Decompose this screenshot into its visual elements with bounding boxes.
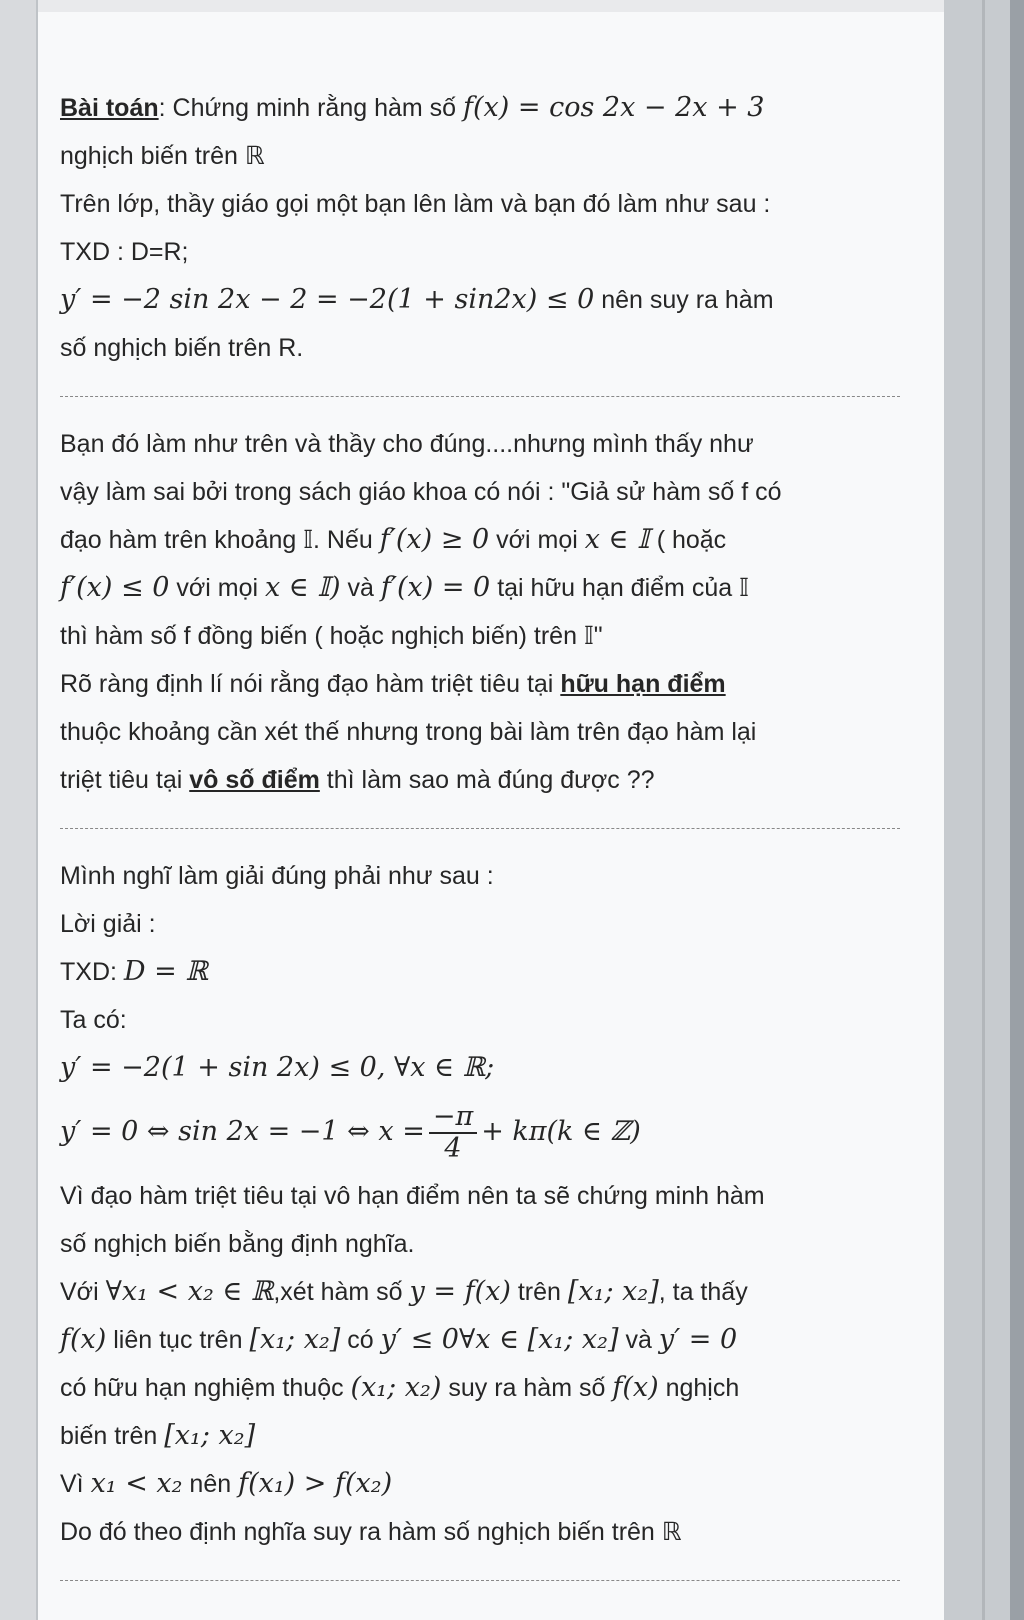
text: ( hoặc: [656, 526, 727, 554]
math-inline: x₁ < x₂: [90, 1468, 183, 1499]
fraction: [429, 1102, 477, 1164]
text: triệt tiêu tại: [60, 766, 183, 794]
discussion-line-1: Bạn đó làm như trên và thầy cho đúng....nhưng mình thấy như: [60, 430, 754, 458]
math-inline: + kπ(k ∈ ℤ): [481, 1116, 641, 1147]
problem-line-6: số nghịch biến trên R.: [60, 334, 304, 362]
math-inline: f′(x) = 0: [380, 572, 491, 603]
solution-line-2: Lời giải :: [60, 910, 156, 938]
math-inline: [x₁; x₂]: [249, 1324, 341, 1355]
math-inline: x ∈ 𝕀: [584, 524, 650, 555]
text: , ta thấy: [658, 1278, 748, 1306]
text: liên tục trên: [113, 1326, 243, 1354]
math-inline: f(x): [612, 1372, 659, 1403]
discussion-line-3: [60, 516, 920, 564]
problem-line-4: TXD : D=R;: [60, 238, 189, 266]
solution-line-7: Vì đạo hàm triệt tiêu tại vô hạn điểm nên ta sẽ chứng minh hàm: [60, 1182, 765, 1210]
problem-line-5-text: nên suy ra hàm: [601, 286, 774, 314]
math-inline: D = ℝ: [123, 956, 208, 987]
math-inline: f′(x) ≤ 0: [60, 572, 170, 603]
math-inline: f′(x) ≥ 0: [379, 524, 490, 555]
text: Rõ ràng định lí nói rằng đạo hàm triệt tiêu tại: [60, 670, 554, 698]
math-inline: (x₁; x₂): [350, 1372, 442, 1403]
discussion-line-5: thì hàm số f đồng biến ( hoặc nghịch biến) trên 𝕀": [60, 622, 603, 650]
discussion-line-6: [60, 660, 920, 708]
problem-text: : Chứng minh rằng hàm số: [158, 94, 457, 122]
dashed-separator: [60, 372, 920, 420]
solution-line-13: [60, 1460, 920, 1508]
problem-line-5: [60, 276, 920, 324]
text: có hữu hạn nghiệm thuộc: [60, 1374, 344, 1402]
dashed-separator: [60, 804, 920, 852]
fraction-denominator: 4: [444, 1133, 462, 1165]
problem-line-3: Trên lớp, thầy giáo gọi một bạn lên làm và bạn đó làm như sau :: [60, 190, 771, 218]
discussion-line-7: thuộc khoảng cần xét thế nhưng trong bài làm trên đạo hàm lại: [60, 718, 757, 746]
text: nghịch: [665, 1374, 740, 1402]
text: thì làm sao mà đúng được ??: [326, 766, 655, 794]
text: và: [625, 1326, 652, 1354]
right-scroll-strip: [944, 0, 1024, 1620]
text: nên: [189, 1470, 232, 1498]
text: Vì: [60, 1470, 84, 1498]
math-inline: ∀x₁ < x₂ ∈ ℝ: [105, 1276, 274, 1307]
text: với mọi: [176, 574, 259, 602]
solution-line-14: Do đó theo định nghĩa suy ra hàm số nghịch biến trên ℝ: [60, 1518, 682, 1546]
solution-line-12: [60, 1412, 920, 1460]
math-inline: y = f(x): [409, 1276, 511, 1307]
text: có: [347, 1326, 374, 1354]
text: trên: [517, 1278, 561, 1306]
discussion-line-4: [60, 564, 920, 612]
text: Với: [60, 1278, 99, 1306]
function-formula: f(x) = cos 2x − 2x + 3: [463, 92, 765, 123]
text: với mọi: [496, 526, 578, 554]
math-inline: y′ = −2(1 + sin 2x) ≤ 0, ∀x ∈ ℝ;: [60, 1052, 495, 1083]
problem-line-2: nghịch biến trên ℝ: [60, 142, 265, 170]
text: và: [347, 574, 374, 602]
solution-line-11: [60, 1364, 920, 1412]
solution-line-1: Mình nghĩ làm giải đúng phải như sau :: [60, 862, 494, 890]
fraction-numerator: −π: [429, 1102, 477, 1134]
divider-line: [982, 0, 985, 1620]
post-content: [60, 84, 920, 1604]
math-inline: f(x₁) > f(x₂): [238, 1468, 393, 1499]
text: suy ra hàm số: [448, 1374, 606, 1402]
solution-line-5: [60, 1044, 920, 1092]
text: biến trên: [60, 1422, 158, 1450]
discussion-line-8: [60, 756, 920, 804]
math-inline: [x₁; x₂]: [567, 1276, 659, 1307]
scrollbar[interactable]: [1010, 0, 1024, 1620]
solution-line-4: Ta có:: [60, 1006, 127, 1034]
text: TXD:: [60, 958, 117, 986]
math-inline: f(x): [60, 1324, 107, 1355]
solution-line-10: [60, 1316, 920, 1364]
emphasis-infinite-points: vô số điểm: [189, 766, 320, 794]
math-inline: x ∈ 𝕀): [264, 572, 341, 603]
solution-line-9: [60, 1268, 920, 1316]
solution-line-6: [60, 1092, 920, 1172]
text: đạo hàm trên khoảng 𝕀. Nếu: [60, 526, 373, 554]
problem-label: Bài toán: [60, 94, 159, 122]
solution-line-3: [60, 948, 920, 996]
left-margin-bar: [0, 0, 39, 1620]
math-inline: y′ ≤ 0∀x ∈ [x₁; x₂]: [380, 1324, 619, 1355]
derivative-formula: y′ = −2 sin 2x − 2 = −2(1 + sin2x) ≤ 0: [60, 284, 595, 315]
math-inline: [x₁; x₂]: [164, 1420, 256, 1451]
discussion-line-2: vậy làm sai bởi trong sách giáo khoa có nói : "Giả sử hàm số f có: [60, 478, 782, 506]
dashed-separator: [60, 1556, 920, 1604]
problem-line-1: [60, 84, 920, 132]
text: ,xét hàm số: [273, 1278, 403, 1306]
card-top-edge: [38, 0, 944, 12]
math-inline: y′ = 0 ⇔ sin 2x = −1 ⇔ x =: [60, 1116, 425, 1147]
math-inline: y′ = 0: [658, 1324, 738, 1355]
text: tại hữu hạn điểm của 𝕀: [497, 574, 749, 602]
emphasis-finite-points: hữu hạn điểm: [560, 670, 726, 698]
solution-line-8: số nghịch biến bằng định nghĩa.: [60, 1230, 415, 1258]
